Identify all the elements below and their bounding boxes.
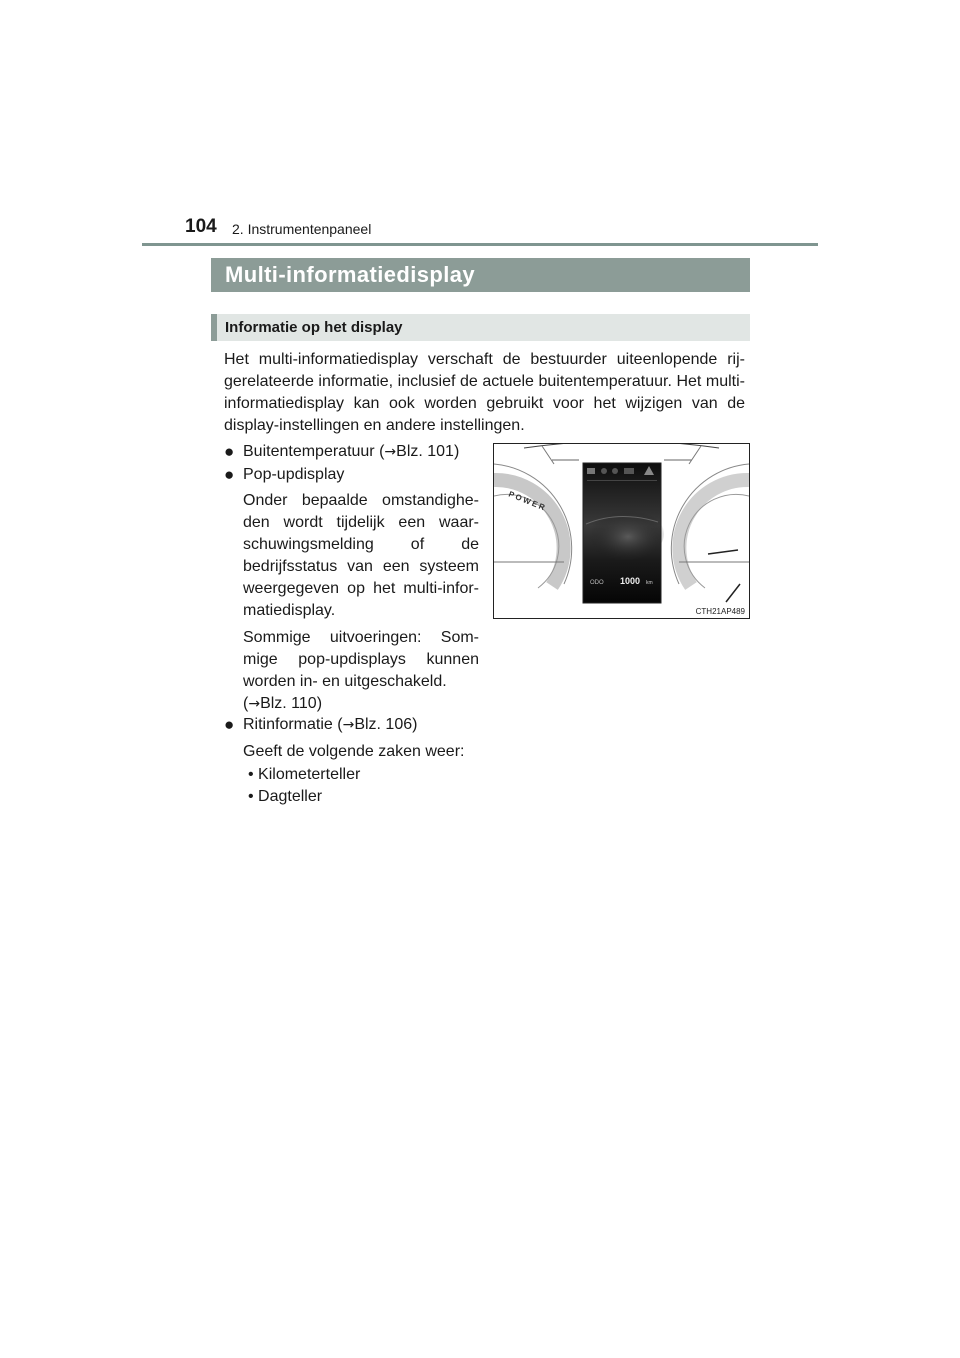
intro-paragraph: Het multi-informatiedisplay verschaft de bestuurder uiteenlopende rij-gerelateerde informatie, inclusief de actuele buitentemperatuur. Het multi-informatiedisplay kan ook worden gebruikt voor het wijzigen van de display-instellingen en andere instellingen. [224, 351, 745, 434]
arrow-icon: → [342, 717, 355, 733]
page-reference-link[interactable]: Blz. 101) [396, 443, 460, 460]
image-code: CTH21AP489 [695, 607, 745, 616]
subsection-title: Informatie op het display [211, 314, 750, 341]
bullet-item-trip-information [224, 714, 484, 736]
instrument-cluster-illustration [494, 444, 749, 618]
page-reference-link[interactable]: Blz. 106) [354, 716, 418, 733]
bullet-label: Buitentemperatuur ( [243, 443, 385, 460]
bullet-icon: ● [224, 715, 235, 734]
page-number: 104 [185, 216, 217, 237]
arrow-icon: → [384, 444, 397, 460]
list-item: • Dagteller [248, 788, 323, 805]
reference-paren: ( [243, 695, 249, 712]
trip-description: Geeft de volgende zaken weer: [243, 743, 465, 760]
header-rule [142, 243, 818, 246]
popup-description: Onder bepaalde omstandighe-den wordt tijdelijk een waar-schuwingsmelding of de bedrijfsstatus van een systeem weergegeven op het multi-infor-matiedisplay. [243, 492, 479, 619]
bullet-item-popup-display [224, 464, 484, 486]
bullet-item-outside-temperature [224, 441, 484, 463]
arrow-icon: → [248, 696, 261, 712]
odo-label: ODO [590, 580, 604, 586]
bullet-label: Pop-updisplay [243, 466, 345, 483]
popup-reference [243, 693, 322, 715]
popup-toggle-note: Sommige uitvoeringen: Som-mige pop-updisplays kunnen worden in- en uitgeschakeld. [243, 629, 479, 690]
bullet-label: Ritinformatie ( [243, 716, 343, 733]
chapter-title: 2. Instrumentenpaneel [232, 221, 372, 237]
instrument-cluster-figure [493, 443, 750, 619]
page-reference-link[interactable]: Blz. 110) [260, 695, 323, 712]
bullet-text [243, 441, 459, 463]
section-title: Multi-informatiedisplay [211, 258, 750, 292]
bullet-icon: ● [224, 465, 235, 484]
bullet-text [243, 714, 417, 736]
bullet-icon: ● [224, 442, 235, 461]
power-gauge-label: POWER [507, 489, 548, 513]
odo-unit: km [646, 580, 653, 586]
odo-value: 1000 [620, 576, 641, 586]
list-item: • Kilometerteller [248, 766, 361, 783]
